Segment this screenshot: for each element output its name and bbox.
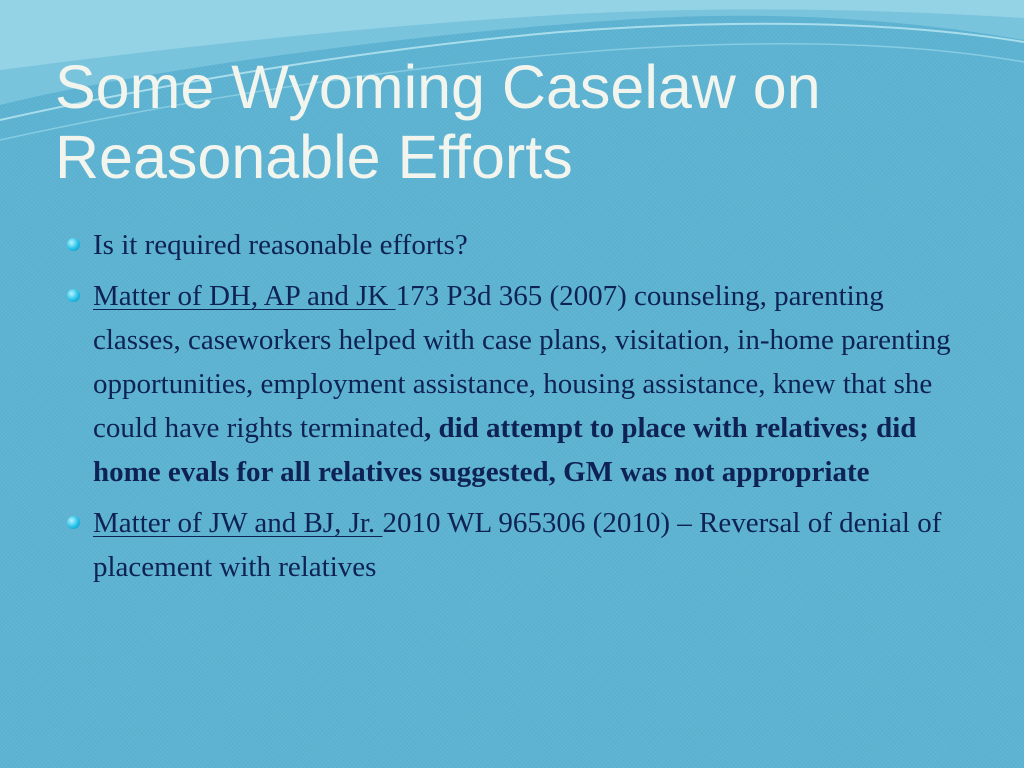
case-link-jw-bj[interactable]: Matter of JW and BJ, Jr. bbox=[93, 507, 383, 539]
slide-title-line-2: Reasonable Efforts bbox=[55, 123, 573, 191]
bullet-dot-icon bbox=[67, 289, 80, 302]
slide-title bbox=[55, 52, 995, 192]
slide-title-line-1: Some Wyoming Caselaw on bbox=[55, 53, 821, 121]
case-citation-text: 2010 WL 965306 (2010) – Reversal of denial of placement with relatives bbox=[93, 507, 942, 583]
bullet-item-case-dh-ap-jk bbox=[67, 274, 972, 494]
bullet-item-question bbox=[67, 223, 972, 267]
case-citation-text: 173 P3d 365 (2007) counseling, parenting classes, caseworkers helped with case plans, visitation, in-home parenting opportunities, employment assistance, housing assistance, knew that she could have rights terminated bbox=[93, 280, 951, 444]
bullet-item-case-jw-bj bbox=[67, 501, 972, 589]
case-link-dh-ap-jk[interactable]: Matter of DH, AP and JK bbox=[93, 280, 396, 312]
bullet-text: Is it required reasonable efforts? bbox=[93, 229, 468, 261]
case-emphasis-text: , did attempt to place with relatives; did home evals for all relatives suggested, GM was not appropriate bbox=[93, 412, 917, 488]
bullet-list bbox=[67, 223, 972, 596]
bullet-dot-icon bbox=[67, 238, 80, 251]
bullet-dot-icon bbox=[67, 516, 80, 529]
